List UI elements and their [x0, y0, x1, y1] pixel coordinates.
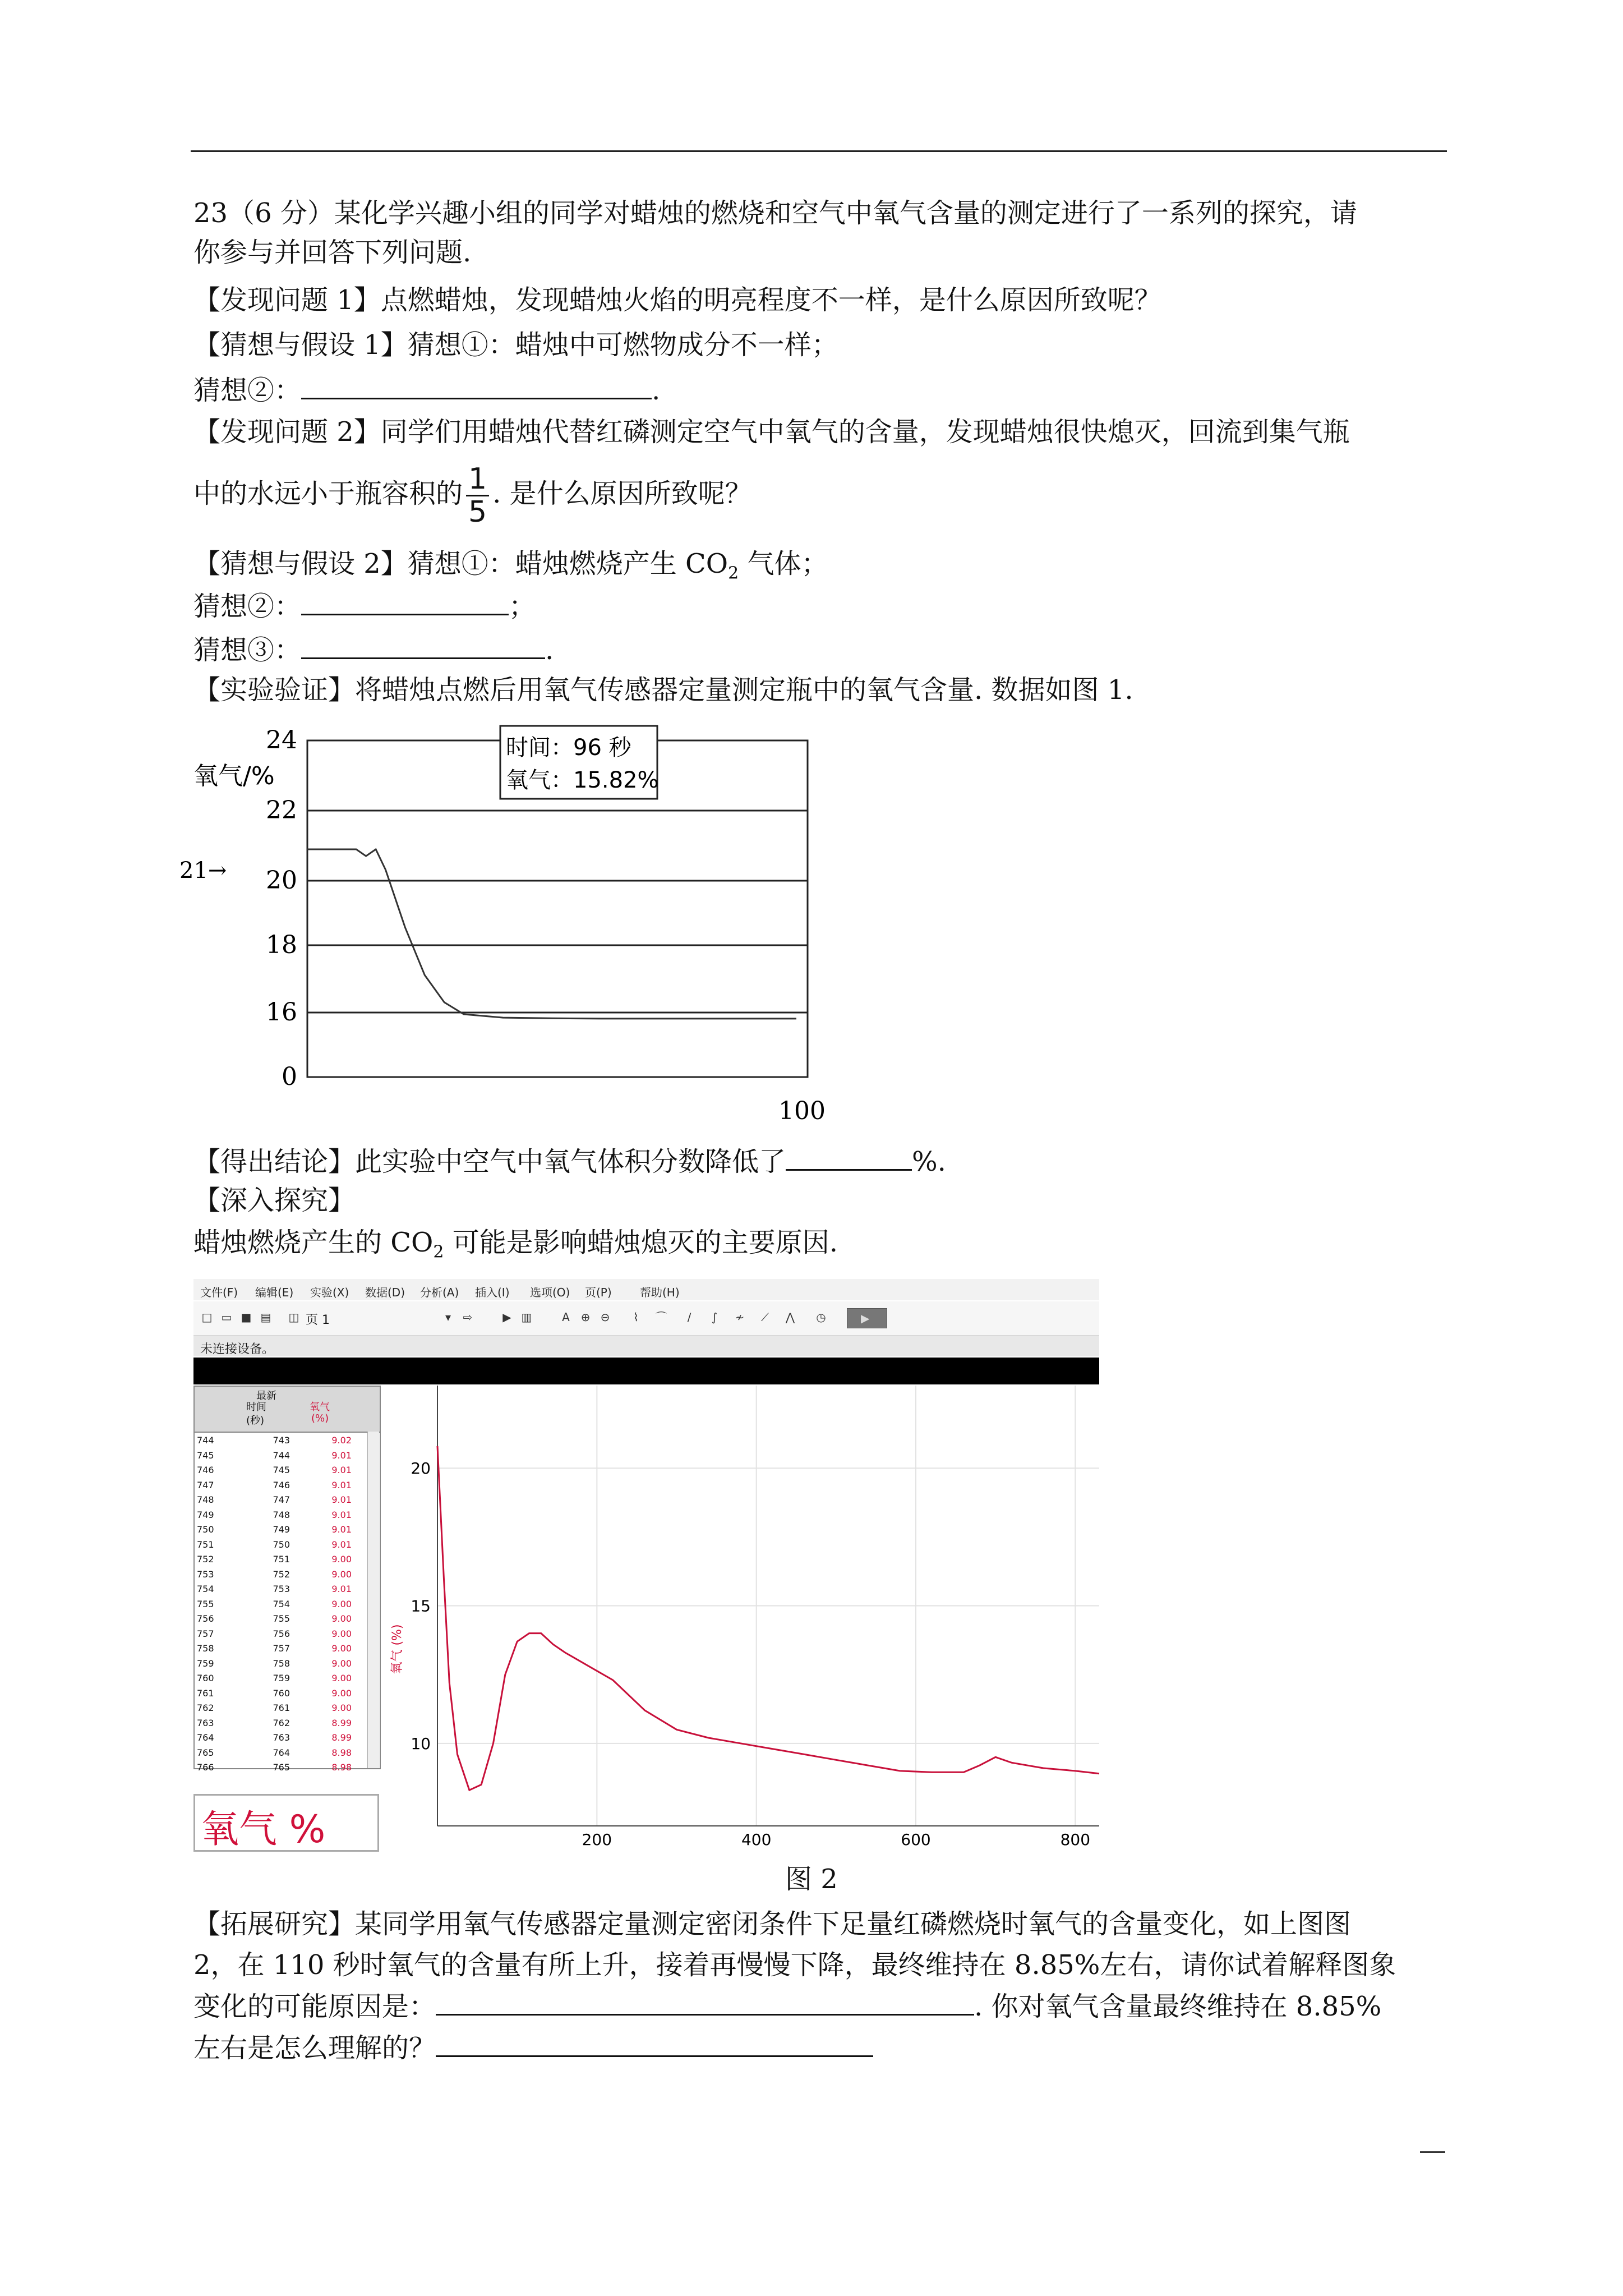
cell-o2: 9.01	[331, 1479, 352, 1490]
toolbar	[193, 1301, 1099, 1336]
guess-label: 猜想②：	[193, 591, 302, 622]
cell-time: 754	[273, 1598, 290, 1609]
menu-experiment[interactable]: 实验(X)	[310, 1286, 349, 1299]
status-bar	[193, 1336, 1099, 1356]
linear-fit-icon[interactable]: ⟋	[761, 1310, 769, 1324]
row-index: 759	[197, 1658, 214, 1669]
table-row[interactable]	[195, 1522, 368, 1537]
row-index: 766	[197, 1762, 214, 1773]
cell-o2: 9.00	[331, 1613, 352, 1624]
cell-time: 744	[273, 1450, 290, 1461]
answer-blank-5[interactable]	[436, 1989, 974, 2016]
cell-o2: 8.99	[331, 1732, 352, 1743]
cell-o2: 8.98	[331, 1762, 352, 1773]
table-row[interactable]	[195, 1596, 368, 1612]
print-icon[interactable]: ▤	[260, 1310, 271, 1324]
cell-time: 763	[273, 1732, 290, 1743]
fig2-xtick-label: 600	[901, 1830, 931, 1849]
cell-time: 743	[273, 1435, 290, 1446]
col-time: 时间	[246, 1401, 266, 1413]
cell-o2: 9.00	[331, 1673, 352, 1683]
row-index: 751	[197, 1539, 214, 1550]
table-row[interactable]	[195, 1537, 368, 1552]
row-index: 765	[197, 1747, 214, 1758]
period: .	[652, 375, 661, 406]
discover-text: 中的水远小于瓶容积的	[193, 478, 463, 509]
table-row[interactable]	[195, 1686, 368, 1701]
col-o2-unit: (%)	[311, 1412, 329, 1424]
cell-time: 764	[273, 1747, 290, 1758]
experiment-verify: 【实验验证】将蜡烛点燃后用氧气传感器定量测定瓶中的氧气含量. 数据如图 1.	[193, 674, 1133, 706]
co2-text: 蜡烛燃烧产生的 CO	[193, 1227, 434, 1258]
answer-blank-1[interactable]	[301, 373, 652, 399]
row-index: 747	[197, 1479, 214, 1490]
conclusion-unit: %.	[912, 1146, 946, 1177]
cell-o2: 9.00	[331, 1643, 352, 1654]
row-index: 762	[197, 1703, 214, 1713]
answer-blank-4[interactable]	[786, 1144, 912, 1171]
menu-edit[interactable]: 编辑(E)	[255, 1286, 294, 1299]
autoscale-icon[interactable]: A	[562, 1310, 570, 1324]
menu-analysis[interactable]: 分析(A)	[420, 1286, 459, 1299]
col-o2: 氧气	[310, 1401, 330, 1413]
col-time-unit: (秒)	[246, 1415, 265, 1427]
fraction-numerator: 1	[466, 463, 489, 496]
hyp2-text-end: 气体；	[739, 548, 828, 579]
extension-text: 变化的可能原因是：	[193, 1991, 436, 2022]
period: .	[545, 634, 554, 666]
fraction-denominator: 5	[468, 495, 487, 529]
fig1-ytick-label: 24	[266, 726, 297, 754]
guess-label: 猜想②：	[193, 375, 302, 406]
fig1-ylabel: 氧气/%	[193, 762, 275, 790]
row-index: 758	[197, 1643, 214, 1654]
table-row[interactable]	[195, 1745, 368, 1760]
table-scrollbar[interactable]	[367, 1432, 379, 1768]
row-index: 749	[197, 1509, 214, 1520]
open-folder-icon[interactable]: ▭	[221, 1310, 232, 1324]
cell-time: 760	[273, 1687, 290, 1699]
row-index: 746	[197, 1465, 214, 1475]
extension-line-2: 2，在 110 秒时氧气的含量有所上升，接着再慢慢下降，最终维持在 8.85%左右，请你试着解释图象	[193, 1949, 1396, 1981]
row-index: 757	[197, 1628, 214, 1639]
page-nav-icon[interactable]: ⇨	[463, 1310, 473, 1324]
cell-o2: 8.98	[331, 1747, 352, 1758]
cell-o2: 9.00	[331, 1598, 352, 1609]
menu-insert[interactable]: 插入(I)	[475, 1286, 510, 1299]
fig1-ytick-label: 20	[266, 866, 297, 895]
row-index: 761	[197, 1687, 214, 1699]
cell-o2: 9.01	[331, 1539, 352, 1550]
table-row[interactable]	[195, 1448, 368, 1463]
conclusion-text: 【得出结论】此实验中空气中氧气体积分数降低了	[193, 1146, 786, 1177]
cell-o2: 9.01	[331, 1584, 352, 1594]
cell-time: 745	[273, 1465, 290, 1475]
extension-question: 左右是怎么理解的？	[193, 2032, 436, 2064]
row-index: 755	[197, 1598, 214, 1609]
figure-1-chart	[179, 724, 858, 1139]
fig2-xtick-label: 800	[1060, 1830, 1091, 1849]
cell-time: 757	[273, 1643, 290, 1654]
row-index: 752	[197, 1554, 214, 1565]
menu-help[interactable]: 帮助(H)	[640, 1286, 680, 1299]
row-index: 744	[197, 1435, 214, 1446]
cell-time: 746	[273, 1479, 290, 1490]
fig1-ytick-label: 0	[282, 1062, 297, 1091]
software-window	[193, 1279, 1099, 1852]
cell-time: 765	[273, 1762, 290, 1773]
table-header	[195, 1387, 380, 1433]
cell-o2: 9.00	[331, 1568, 352, 1580]
table-row[interactable]	[195, 1730, 368, 1745]
fig1-arrow-label: 21→	[179, 858, 227, 884]
fig2-ytick-label: 15	[411, 1596, 431, 1616]
cell-o2: 9.00	[331, 1703, 352, 1713]
cell-o2: 9.00	[331, 1658, 352, 1669]
integral-icon[interactable]: ∫	[711, 1310, 718, 1324]
table-row[interactable]	[195, 1433, 368, 1448]
table-row[interactable]	[195, 1492, 368, 1507]
menu-bar	[193, 1279, 1099, 1300]
statistics-icon[interactable]: ⌒	[656, 1310, 667, 1324]
black-bar	[193, 1358, 1099, 1384]
save-icon[interactable]: ■	[241, 1310, 252, 1324]
menu-options[interactable]: 选项(O)	[530, 1286, 570, 1299]
figure-2-chart	[381, 1386, 1099, 1848]
discover-problem-2-b	[193, 460, 752, 528]
row-index: 763	[197, 1717, 214, 1728]
fig1-ytick-label: 18	[266, 931, 297, 959]
table-row[interactable]	[195, 1611, 368, 1626]
answer-blank-3[interactable]	[301, 633, 545, 659]
discover-question: . 是什么原因所致呢？	[492, 478, 752, 509]
big-meter-label: 氧气 %	[201, 1807, 326, 1852]
table-row[interactable]	[195, 1581, 368, 1596]
cell-o2: 9.00	[331, 1628, 352, 1639]
fig1-ytick-label: 16	[266, 998, 297, 1027]
fig2-ytick-label: 20	[411, 1459, 431, 1478]
zoom-out-icon[interactable]: ⊖	[600, 1310, 610, 1324]
row-index: 750	[197, 1524, 214, 1535]
clock-icon[interactable]: ◷	[816, 1310, 826, 1324]
discover-problem-1: 【发现问题 1】点燃蜡烛，发现蜡烛火焰的明亮程度不一样，是什么原因所致呢？	[193, 284, 1161, 316]
question-line-1: 23（6 分）某化学兴趣小组的同学对蜡烛的燃烧和空气中氧气含量的测定进行了一系列的探究，请	[193, 197, 1357, 229]
page-icon[interactable]: ◫	[288, 1310, 299, 1324]
zoom-in-icon[interactable]: ⊕	[580, 1310, 591, 1324]
extension-line-3	[193, 1989, 1381, 2023]
cell-o2: 9.01	[331, 1509, 352, 1520]
data-table[interactable]	[193, 1386, 381, 1773]
row-index: 754	[197, 1584, 214, 1594]
fig2-series-line	[437, 1446, 1099, 1790]
cell-o2: 9.01	[331, 1494, 352, 1505]
big-meter	[193, 1794, 379, 1852]
cell-time: 756	[273, 1628, 290, 1639]
figure-2-caption: 图 2	[785, 1864, 838, 1895]
cell-time: 749	[273, 1524, 290, 1535]
fig1-series-line	[307, 849, 796, 1019]
play-icon: ▶	[861, 1312, 870, 1325]
hypothesis-2-guess-2	[193, 589, 536, 623]
menu-file[interactable]: 文件(F)	[200, 1286, 238, 1299]
extension-line-4	[193, 2031, 873, 2065]
conclusion	[193, 1144, 946, 1179]
menu-data[interactable]: 数据(D)	[365, 1286, 405, 1299]
table-row[interactable]	[195, 1567, 368, 1582]
answer-blank-2[interactable]	[301, 589, 509, 615]
cell-o2: 9.00	[331, 1687, 352, 1699]
table-row[interactable]	[195, 1641, 368, 1656]
table-row[interactable]	[195, 1507, 368, 1522]
fig2-xtick-label: 200	[582, 1830, 612, 1849]
hypothesis-1-guess-2	[193, 373, 660, 407]
hypothesis-2-guess-3	[193, 633, 554, 667]
cell-time: 759	[273, 1673, 290, 1683]
cell-time: 761	[273, 1703, 290, 1713]
cell-time: 747	[273, 1494, 290, 1505]
table-row[interactable]	[195, 1462, 368, 1478]
cell-time: 753	[273, 1584, 290, 1594]
discover-problem-2-a: 【发现问题 2】同学们用蜡烛代替红磷测定空气中氧气的含量，发现蜡烛很快熄灭，回流到集气瓶	[193, 416, 1350, 448]
hyp2-subscript: 2	[728, 563, 739, 583]
row-index: 748	[197, 1494, 214, 1505]
fig1-tooltip-o2: 氧气：15.82%	[506, 767, 659, 793]
table-row[interactable]	[195, 1656, 368, 1671]
cell-o2: 9.02	[331, 1435, 352, 1446]
cell-o2: 9.00	[331, 1554, 352, 1565]
table-row[interactable]	[195, 1715, 368, 1731]
co2-subscript: 2	[433, 1242, 444, 1262]
table-row[interactable]	[195, 1552, 368, 1567]
row-index: 764	[197, 1732, 214, 1743]
fig1-tooltip-time: 时间：96 秒	[506, 735, 631, 761]
co2-statement	[193, 1226, 838, 1269]
cell-time: 752	[273, 1568, 290, 1580]
table-header-latest: 最新	[256, 1390, 276, 1402]
cell-o2: 9.01	[331, 1450, 352, 1461]
examine-icon[interactable]: ⌇	[633, 1310, 639, 1324]
guess-label: 猜想③：	[193, 634, 302, 666]
cell-time: 751	[273, 1554, 290, 1565]
cell-time: 748	[273, 1509, 290, 1520]
table-row[interactable]	[195, 1760, 368, 1775]
dropdown-arrow-icon[interactable]: ▾	[445, 1310, 451, 1324]
question-line-2: 你参与并回答下列问题.	[193, 237, 472, 268]
hypothesis-1: 【猜想与假设 1】猜想①：蜡烛中可燃物成分不一样；	[193, 329, 838, 361]
fraction-one-fifth	[466, 463, 489, 528]
status-text: 未连接设备。	[200, 1342, 275, 1356]
deep-explore-heading: 【深入探究】	[193, 1185, 356, 1216]
extension-text-end: . 你对氧气含量最终维持在 8.85%	[974, 1991, 1382, 2022]
cell-time: 755	[273, 1613, 290, 1624]
peak-icon[interactable]: ⋀	[785, 1310, 795, 1324]
cell-time: 758	[273, 1658, 290, 1669]
table-row[interactable]	[195, 1478, 368, 1493]
footer-mark	[1420, 2151, 1445, 2153]
fig2-grid	[437, 1386, 1099, 1826]
co2-text-end: 可能是影响蜡烛熄灭的主要原因.	[444, 1227, 838, 1258]
collect-button[interactable]	[847, 1308, 887, 1328]
extension-line-1: 【拓展研究】某同学用氧气传感器定量测定密闭条件下足量红磷燃烧时氧气的含量变化，如上图图	[193, 1908, 1352, 1940]
fig2-ylabel: 氧气 (%)	[390, 1624, 404, 1674]
new-file-icon[interactable]: □	[201, 1310, 213, 1324]
hypothesis-2	[193, 547, 828, 591]
cell-time: 762	[273, 1717, 290, 1728]
row-index: 756	[197, 1613, 214, 1624]
menu-page[interactable]: 页(P)	[585, 1286, 612, 1299]
table-row[interactable]	[195, 1700, 368, 1715]
answer-blank-6[interactable]	[436, 2031, 873, 2057]
table-row[interactable]	[195, 1626, 368, 1641]
fig1-xtick: 100	[778, 1097, 826, 1125]
cell-time: 750	[273, 1539, 290, 1550]
row-index: 745	[197, 1450, 214, 1461]
row-index: 753	[197, 1568, 214, 1580]
fig2-xtick-label: 400	[741, 1830, 772, 1849]
cell-o2: 8.99	[331, 1717, 352, 1728]
fig1-plot-area	[307, 811, 808, 1013]
header-rule	[191, 150, 1447, 152]
play-data-icon[interactable]: ▶	[502, 1310, 511, 1324]
semicolon: ；	[509, 591, 536, 622]
curve-fit-icon[interactable]: ≁	[735, 1310, 745, 1324]
fig1-ytick-label: 22	[266, 796, 297, 825]
table-icon[interactable]: ▥	[521, 1310, 532, 1324]
fig2-ytick-label: 10	[411, 1734, 431, 1753]
table-row[interactable]	[195, 1671, 368, 1686]
tangent-icon[interactable]: ∕	[687, 1310, 691, 1324]
cell-o2: 9.01	[331, 1465, 352, 1475]
hyp2-text: 【猜想与假设 2】猜想①：蜡烛燃烧产生 CO	[193, 548, 728, 579]
cell-o2: 9.01	[331, 1524, 352, 1535]
page-selector[interactable]: 页 1	[306, 1313, 330, 1327]
row-index: 760	[197, 1673, 214, 1683]
